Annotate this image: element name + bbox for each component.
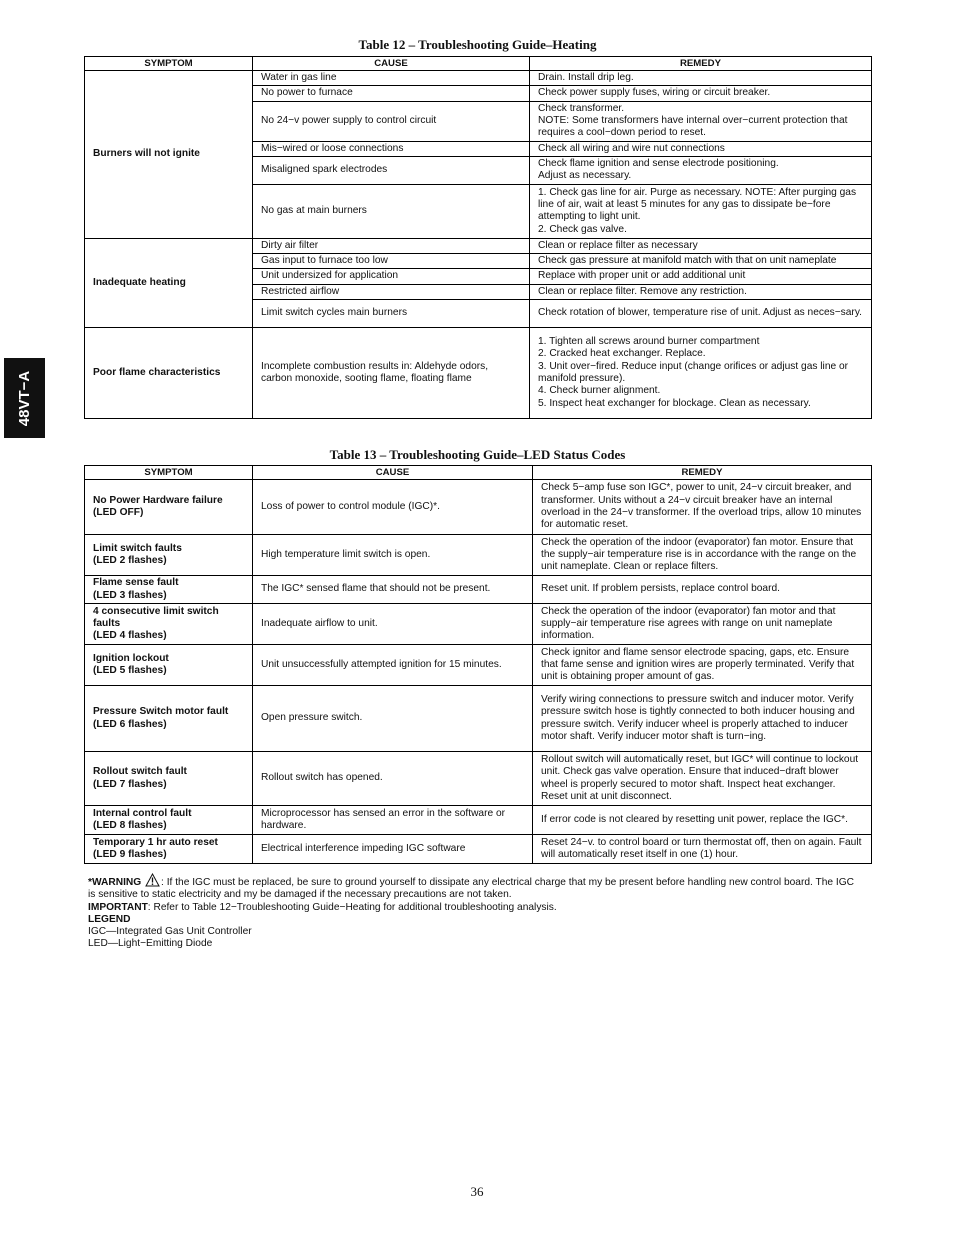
remedy-cell: Reset 24−v. to control board or turn thermostat off, then on again. Fault will automatically reset itself in one (1) hour. [533, 835, 872, 864]
symptom-cell: Temporary 1 hr auto reset (LED 9 flashes) [85, 835, 253, 864]
cause-cell: Misaligned spark electrodes [253, 156, 530, 184]
cause-cell: Electrical interference impeding IGC software [253, 835, 533, 864]
table-row [85, 752, 872, 806]
cause-cell: Dirty air filter [253, 238, 530, 253]
symptom-cell: Burners will not ignite [85, 71, 253, 239]
remedy-cell: Clean or replace filter as necessary [530, 238, 872, 253]
remedy-cell: Verify wiring connections to pressure switch and inducer motor. Verify pressure switch hose is tightly connected to both inducer housing and pressure switch. Verify inducer wheel is properly attached to inducer motor shaft. Verify inducer motor shaft is turn−ing. [533, 686, 872, 752]
table-row [85, 238, 872, 253]
important-note [88, 902, 858, 914]
important-label: IMPORTANT [88, 901, 148, 913]
remedy-cell: Check 5−amp fuse son IGC*, power to unit, 24−v circuit breaker, and transformer. Units without a 24−v circuit breaker have an internal overload in the 24−v transformer. If the overload trips, allow 10 minutes for automatic reset. [533, 480, 872, 535]
cause-cell: Gas input to furnace too low [253, 254, 530, 269]
table12-title: Table 12 – Troubleshooting Guide–Heating [358, 37, 597, 52]
cause-cell: Mis−wired or loose connections [253, 141, 530, 156]
symptom-cell: Limit switch faults (LED 2 flashes) [85, 535, 253, 576]
side-tab [4, 358, 45, 438]
cause-cell: No 24−v power supply to control circuit [253, 101, 530, 141]
page-number: 36 [470, 1184, 484, 1199]
table-row [85, 645, 872, 686]
warning-triangle-icon [145, 873, 160, 887]
symptom-cell: No Power Hardware failure (LED OFF) [85, 480, 253, 535]
legend-item-led: LED—Light−Emitting Diode [88, 938, 213, 950]
column-header-remedy: REMEDY [530, 57, 872, 71]
table-row [85, 480, 872, 535]
table13-title: Table 13 – Troubleshooting Guide–LED Status Codes [329, 447, 626, 462]
table-row [85, 806, 872, 835]
remedy-cell: Check power supply fuses, wiring or circuit breaker. [530, 86, 872, 101]
symptom-cell: Poor flame characteristics [85, 328, 253, 419]
symptom-cell: Inadequate heating [85, 238, 253, 327]
remedy-cell: Drain. Install drip leg. [530, 71, 872, 86]
symptom-cell: Rollout switch fault (LED 7 flashes) [85, 752, 253, 806]
remedy-cell: If error code is not cleared by resetting unit power, replace the IGC*. [533, 806, 872, 835]
table12-header-row [85, 57, 872, 71]
table12 [84, 56, 872, 419]
remedy-cell: Check the operation of the indoor (evaporator) fan motor. Ensure that the supply−air temperature rise is in accordance with the range on the unit nameplate. Clean or replace filters. [533, 535, 872, 576]
table-row [85, 535, 872, 576]
table-row [85, 604, 872, 645]
table13 [84, 465, 872, 864]
notes [88, 873, 858, 951]
cause-cell: No gas at main burners [253, 184, 530, 238]
cause-cell: The IGC* sensed flame that should not be present. [253, 576, 533, 604]
symptom-cell: 4 consecutive limit switch faults (LED 4 flashes) [85, 604, 253, 645]
legend-item-igc: IGC—Integrated Gas Unit Controller [88, 926, 252, 938]
important-text: : Refer to Table 12−Troubleshooting Guide−Heating for additional troubleshooting analysis. [147, 901, 557, 913]
cause-cell: High temperature limit switch is open. [253, 535, 533, 576]
cause-cell: Open pressure switch. [253, 686, 533, 752]
cause-cell: Limit switch cycles main burners [253, 300, 530, 328]
symptom-cell: Ignition lockout (LED 5 flashes) [85, 645, 253, 686]
column-header-remedy: REMEDY [533, 466, 872, 480]
symptom-cell: Flame sense fault (LED 3 flashes) [85, 576, 253, 604]
cause-cell: No power to furnace [253, 86, 530, 101]
remedy-cell: Check gas pressure at manifold match with that on unit nameplate [530, 254, 872, 269]
cause-cell: Unit unsuccessfully attempted ignition for 15 minutes. [253, 645, 533, 686]
cause-cell: Rollout switch has opened. [253, 752, 533, 806]
table-row [85, 71, 872, 86]
remedy-cell: Check ignitor and flame sensor electrode spacing, gaps, etc. Ensure that fame sense and ignition wires are properly terminated. Verify that unit is obtaining proper amount of gas. [533, 645, 872, 686]
cause-cell: Inadequate airflow to unit. [253, 604, 533, 645]
remedy-cell: Check transformer. NOTE: Some transformers have internal over−current protection that requires a cool−down period to reset. [530, 101, 872, 141]
remedy-cell: Check rotation of blower, temperature rise of unit. Adjust as neces−sary. [530, 300, 872, 328]
side-tab-label: 48VT−A [16, 370, 34, 426]
cause-cell: Restricted airflow [253, 284, 530, 299]
remedy-cell: Replace with proper unit or add additional unit [530, 269, 872, 284]
column-header-symptom: SYMPTOM [85, 57, 253, 71]
column-header-symptom: SYMPTOM [85, 466, 253, 480]
remedy-cell: Check flame ignition and sense electrode positioning. Adjust as necessary. [530, 156, 872, 184]
warning-label: *WARNING [88, 877, 142, 888]
remedy-cell: 1. Check gas line for air. Purge as necessary. NOTE: After purging gas line of air, wait at least 5 minutes for any gas to dissipate be−fore attempting to light unit. 2. Check gas valve. [530, 184, 872, 238]
legend-heading: LEGEND [88, 913, 131, 925]
remedy-cell: 1. Tighten all screws around burner compartment 2. Cracked heat exchanger. Replace. 3. Unit over−fired. Reduce input (change orifices or adjust gas line or manifold pressure). 4. Check burner alignment. 5. Inspect heat exchanger for blockage. Clean as necessary. [530, 328, 872, 419]
remedy-cell: Check the operation of the indoor (evaporator) fan motor and that supply−air temperature rise agrees with range on unit nameplate information. [533, 604, 872, 645]
cause-cell: Water in gas line [253, 71, 530, 86]
table-row [85, 328, 872, 419]
warning-text: : If the IGC must be replaced, be sure to ground yourself to dissipate any electrical charge that my be present before handling new control board. The IGC is sensitive to static electricity and my be damaged if the necessary precautions are not taken. [88, 877, 854, 901]
cause-cell: Unit undersized for application [253, 269, 530, 284]
remedy-cell: Check all wiring and wire nut connections [530, 141, 872, 156]
remedy-cell: Rollout switch will automatically reset, but IGC* will continue to lockout unit. Check gas valve operation. Ensure that induced−draft blower wheel is properly secured to motor shaft. Inspect heat exchanger. Reset unit at unit disconnect. [533, 752, 872, 806]
remedy-cell: Reset unit. If problem persists, replace control board. [533, 576, 872, 604]
column-header-cause: CAUSE [253, 466, 533, 480]
table-row [85, 686, 872, 752]
table-row [85, 576, 872, 604]
warning-note [88, 873, 858, 902]
cause-cell: Loss of power to control module (IGC)*. [253, 480, 533, 535]
symptom-cell: Internal control fault (LED 8 flashes) [85, 806, 253, 835]
symptom-cell: Pressure Switch motor fault (LED 6 flashes) [85, 686, 253, 752]
column-header-cause: CAUSE [253, 57, 530, 71]
table13-header-row [85, 466, 872, 480]
cause-cell: Microprocessor has sensed an error in the software or hardware. [253, 806, 533, 835]
cause-cell: Incomplete combustion results in: Aldehyde odors, carbon monoxide, sooting flame, floating flame [253, 328, 530, 419]
remedy-cell: Clean or replace filter. Remove any restriction. [530, 284, 872, 299]
table-row [85, 835, 872, 864]
